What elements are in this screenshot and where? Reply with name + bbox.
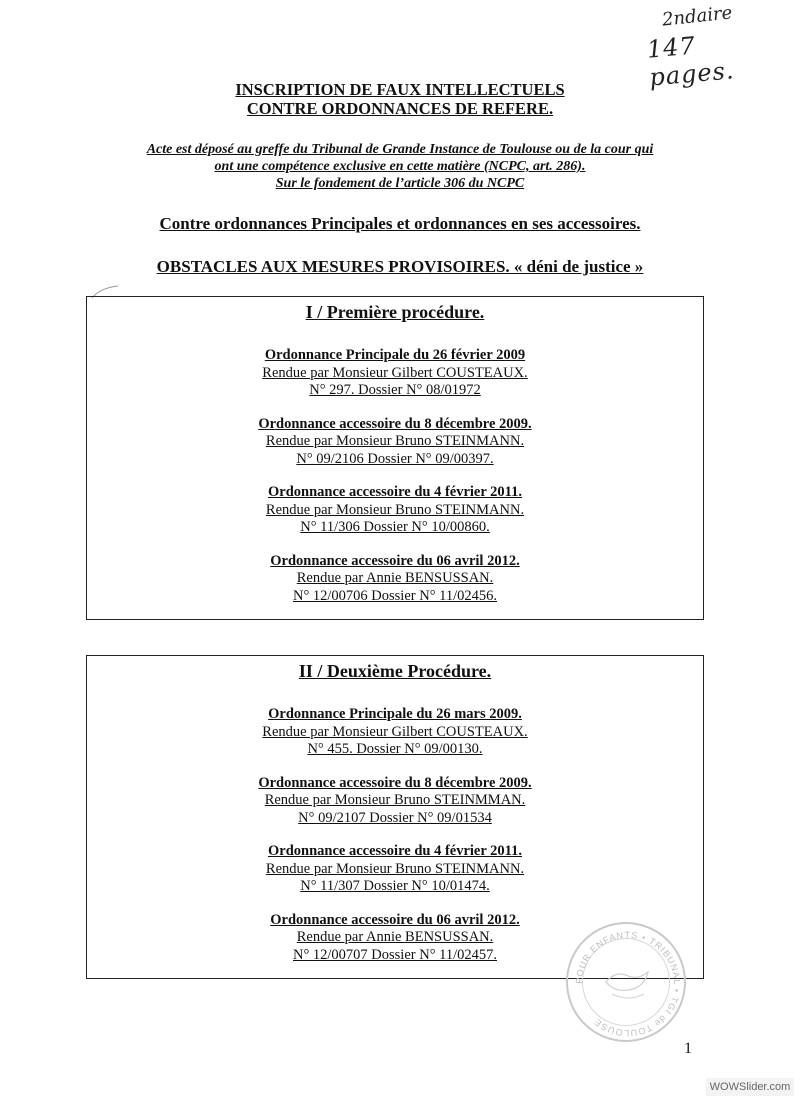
handwritten-note: [578, 2, 778, 92]
subtitle-line3: Sur le fondement de l’article 306 du NCPC: [275, 176, 525, 191]
subtitle-line2: ont une compétence exclusive en cette matière (NCPC, art. 286).: [214, 159, 586, 174]
ordonnance-reference: N° 12/00706 Dossier N° 11/02456.: [293, 587, 497, 604]
stamp-lettering-icon: [568, 924, 688, 1044]
ordonnance-reference: N° 455. Dossier N° 09/00130.: [307, 741, 483, 757]
ordonnance-entry: [87, 553, 703, 606]
section-heading-ordonnances: Contre ordonnances Principales et ordonnances en ses accessoires.: [159, 214, 641, 233]
ordonnance-entry: [87, 706, 703, 759]
ordonnance-entry: [87, 347, 703, 400]
ordonnance-judge: Rendue par Monsieur Bruno STEINMMAN.: [264, 792, 526, 808]
ordonnance-judge: Rendue par Monsieur Bruno STEINMANN.: [265, 501, 525, 518]
ordonnance-reference: N° 09/2107 Dossier N° 09/01534: [298, 809, 492, 826]
ordonnance-heading: Ordonnance Principale du 26 février 2009: [264, 347, 526, 363]
ordonnance-judge: Rendue par Monsieur Bruno STEINMANN.: [265, 433, 525, 449]
ordonnance-reference: N° 11/307 Dossier N° 10/01474.: [300, 878, 490, 894]
ordonnance-entry: [87, 775, 703, 828]
watermark: WOWSlider.com: [706, 1078, 794, 1096]
section-heading-obstacles: OBSTACLES AUX MESURES PROVISOIRES. « déni de justice »: [156, 257, 644, 276]
procedure-box-1: [86, 296, 704, 620]
ordonnance-reference: N° 12/00707 Dossier N° 11/02457.: [293, 946, 497, 963]
ordonnance-heading: Ordonnance accessoire du 06 avril 2012.: [270, 552, 520, 569]
ordonnance-judge: Rendue par Annie BENSUSSAN.: [296, 570, 494, 586]
svg-text:POUR ENFANTS • TRIBUNAL • TGI: POUR ENFANTS • TRIBUNAL • TGI de TOULOUSE: [573, 929, 683, 1039]
ordonnance-entry: [87, 843, 703, 896]
document-title-line1: INSCRIPTION DE FAUX INTELLECTUELS: [235, 80, 565, 99]
handwritten-note-line1: 2ndaire: [661, 2, 734, 31]
ordonnance-entry: [87, 484, 703, 537]
ordonnance-reference: N° 09/2106 Dossier N° 09/00397.: [296, 450, 494, 467]
subtitle-line1: Acte est déposé au greffe du Tribunal de Grande Instance de Toulouse ou de la cour qui: [146, 142, 654, 157]
procedure-title: I / Première procédure.: [305, 302, 485, 322]
ordonnance-heading: Ordonnance accessoire du 4 février 2011.: [268, 484, 522, 500]
page-number: 1: [684, 1040, 692, 1057]
ordonnance-heading: Ordonnance Principale du 26 mars 2009.: [268, 706, 522, 722]
ordonnance-reference: N° 297. Dossier N° 08/01972: [309, 382, 481, 398]
handwritten-note-line2: 147 pages.: [645, 31, 736, 92]
ordonnance-heading: Ordonnance accessoire du 4 février 2011.: [268, 843, 522, 859]
ordonnance-heading: Ordonnance accessoire du 8 décembre 2009.: [258, 774, 532, 791]
document-title-line2: CONTRE ORDONNANCES DE REFERE.: [246, 99, 554, 118]
ordonnance-reference: N° 11/306 Dossier N° 10/00860.: [300, 519, 490, 535]
procedure-title: II / Deuxième Procédure.: [298, 661, 492, 681]
ordonnance-entry: [87, 416, 703, 469]
ordonnance-heading: Ordonnance accessoire du 8 décembre 2009.: [258, 415, 532, 432]
ordonnance-judge: Rendue par Monsieur Gilbert COUSTEAUX.: [262, 723, 528, 740]
ordonnance-judge: Rendue par Monsieur Bruno STEINMANN.: [265, 860, 525, 877]
court-stamp-icon: [566, 922, 686, 1042]
ordonnance-heading: Ordonnance accessoire du 06 avril 2012.: [270, 911, 520, 928]
ordonnance-judge: Rendue par Monsieur Gilbert COUSTEAUX.: [262, 364, 528, 381]
ordonnance-judge: Rendue par Annie BENSUSSAN.: [296, 929, 494, 945]
